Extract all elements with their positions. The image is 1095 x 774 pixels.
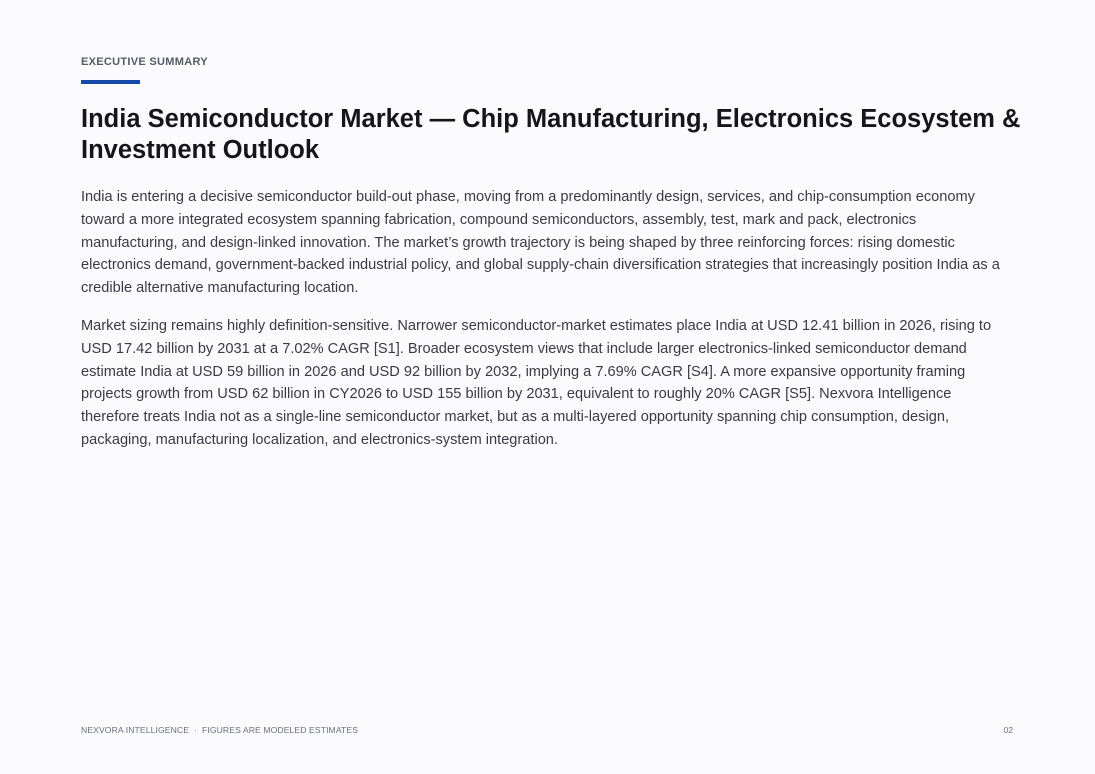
footer-separator: · bbox=[194, 725, 197, 735]
footer-note: FIGURES ARE MODELED ESTIMATES bbox=[202, 725, 359, 735]
section-eyebrow: EXECUTIVE SUMMARY bbox=[81, 56, 208, 68]
document-page bbox=[81, 0, 1021, 774]
page-title: India Semiconductor Market — Chip Manufacturing, Electronics Ecosystem & Investment Outlook bbox=[81, 105, 1021, 164]
page-number: 02 bbox=[1003, 725, 1013, 735]
accent-bar bbox=[81, 80, 140, 84]
summary-paragraph-2: Market sizing remains highly definition-sensitive. Narrower semiconductor-market estimates place India at USD 12.41 billion in 2026, rising to USD 17.42 billion by 2031 at a 7.02% CAGR [S1]. Broader ecosystem views that include larger electronics-linked semiconductor demand estimate India at USD 59 billion in 2026 and USD 92 billion by 2032, implying a 7.69% CAGR [S4]. A more expansive opportunity framing projects growth from USD 62 billion in CY2026 to USD 155 billion by 2031, equivalent to roughly 20% CAGR [S5]. Nexvora Intelligence therefore treats India not as a single-line semiconductor market, but as a multi-layered opportunity spanning chip consumption, design, packaging, manufacturing localization, and electronics-system integration. bbox=[81, 318, 992, 448]
summary-paragraph-1: India is entering a decisive semiconductor build-out phase, moving from a predominantly design, services, and chip-consumption economy toward a more integrated ecosystem spanning fabrication, compound semiconductors, assembly, test, mark and pack, electronics manufacturing, and design-linked innovation. The market’s growth trajectory is being shaped by three reinforcing forces: rising domestic electronics demand, government-backed industrial policy, and global supply-chain diversification strategies that increasingly position India as a credible alternative manufacturing location. bbox=[81, 189, 1000, 297]
footer-left bbox=[81, 725, 358, 735]
footer-brand: NEXVORA INTELLIGENCE bbox=[81, 725, 190, 735]
